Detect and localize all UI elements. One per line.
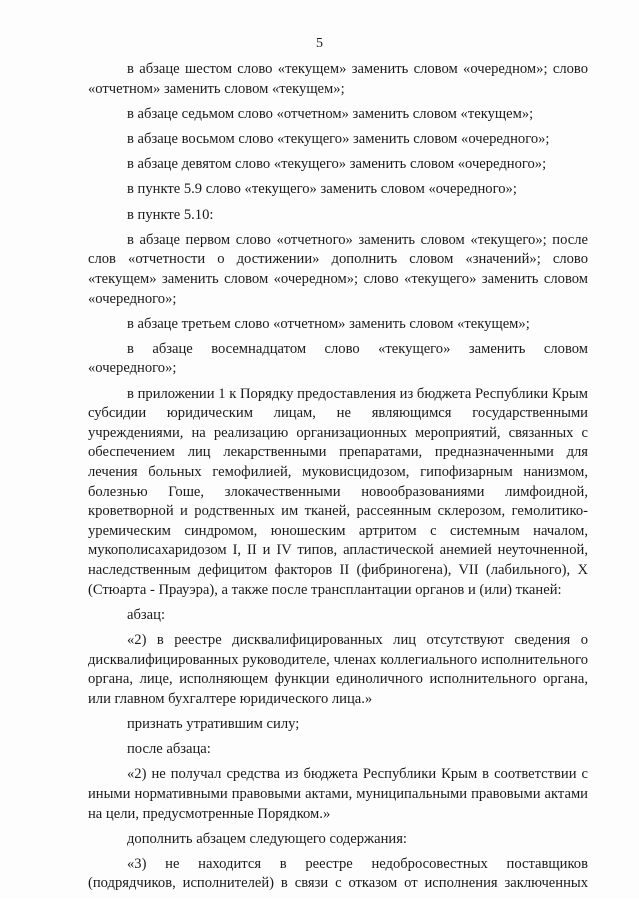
paragraph: в приложении 1 к Порядку предоставления из бюджета Республики Крым субсидии юридическим лицам, не являющимся государственными учреждениями, на реализацию организационных мероприятий, связанных с обеспечением лиц лекарственными препаратами, предназначенными для лечения больных гемофилией, муковисцидозом, гипофизарным нанизмом, болезнью Гоше, злокачественными новообразованиями лимфоидной, кроветворной и родственных им тканей, рассеянным склерозом, гемолитико-уремическим синдромом, юношеским артритом с системным началом, мукополисахаридозом I, II и IV типов, апластической анемией неуточненной, наследственным дефицитом факторов II (фибриногена), VII (лабильного), X (Стюарта - Прауэра), а также после трансплантации органов и (или) тканей:	[88, 385, 588, 598]
paragraph: в абзаце первом слово «отчетного» заменить словом «текущего»; после слов «отчетности о достижении» дополнить словом «значений»; слово «текущем» заменить словом «очередном»; слово «текущего» заменить словом «очередного»;	[88, 231, 588, 307]
paragraph: признать утратившим силу;	[127, 715, 300, 732]
paragraph: в абзаце седьмом слово «отчетном» заменить словом «текущем»;	[127, 105, 534, 122]
paragraph: в абзаце третьем слово «отчетном» заменить словом «текущем»;	[127, 315, 530, 332]
paragraph: в абзаце шестом слово «текущем» заменить словом «очередном»; слово «отчетном» заменить словом «текущем»;	[88, 61, 588, 97]
paragraph: после абзаца:	[127, 741, 211, 758]
paragraph: в пункте 5.10:	[127, 206, 214, 223]
page-number: 5	[316, 36, 323, 51]
paragraph: в абзаце восьмом слово «текущего» заменить словом «очередного»;	[127, 130, 550, 147]
document-body	[88, 60, 588, 900]
paragraph: «2) в реестре дисквалифицированных лиц отсутствуют сведения о дисквалифицированных руководителе, членах коллегиального исполнительного органа, лице, исполняющем функции единоличного исполнительного органа, или главном бухгалтере юридического лица.»	[88, 631, 588, 707]
paragraph: «3) не находится в реестре недобросовестных поставщиков (подрядчиков, исполнителей) в связи с отказом от исполнения заключенных	[88, 855, 588, 892]
paragraph: дополнить абзацем следующего содержания:	[127, 830, 407, 847]
paragraph: «2) не получал средства из бюджета Республики Крым в соответствии с иными нормативными правовыми актами, муниципальными правовыми актами на цели, предусмотренные Порядком.»	[88, 766, 588, 822]
paragraph: в абзаце девятом слово «текущего» заменить словом «очередного»;	[127, 156, 547, 173]
paragraph: в пункте 5.9 слово «текущего» заменить словом «очередного»;	[127, 181, 517, 198]
paragraph: в абзаце восемнадцатом слово «текущего» заменить словом «очередного»;	[88, 340, 588, 377]
paragraph: абзац:	[127, 606, 166, 623]
